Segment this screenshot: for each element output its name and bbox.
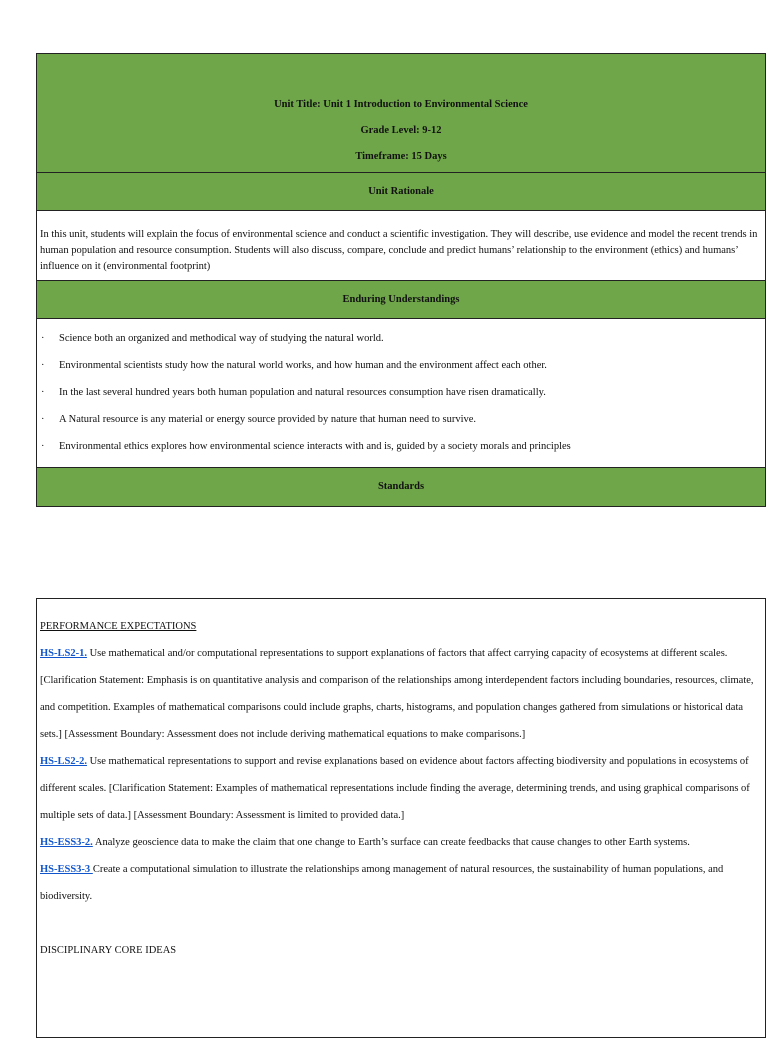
rationale-heading: Unit Rationale: [37, 173, 765, 211]
list-item-text: Environmental scientists study how the natural world works, and how human and the environment affect each other.: [59, 360, 547, 371]
standard-link[interactable]: HS-ESS3-2.: [40, 837, 93, 848]
enduring-list: [37, 319, 765, 468]
standard-text: Create a computational simulation to illustrate the relationships among management of natural resources, the sustainability of human populations, and biodiversity.: [40, 864, 724, 902]
list-item: [37, 387, 765, 414]
list-item-text: A Natural resource is any material or energy source provided by nature that human need to survive.: [59, 414, 477, 425]
unit-title: Unit Title: Unit 1 Introduction to Environmental Science: [274, 99, 528, 110]
standard-link[interactable]: HS-LS2-2.: [40, 756, 87, 767]
list-item-text: In the last several hundred years both human population and natural resources consumption have risen dramatically.: [59, 387, 546, 398]
enduring-heading: Enduring Understandings: [37, 281, 765, 319]
unit-plan-table: [36, 53, 766, 507]
list-item: [37, 333, 765, 360]
list-item-text: Environmental ethics explores how environmental science interacts with and is, guided by a society morals and principles: [59, 441, 571, 452]
standard-entry: [40, 829, 762, 856]
standards-heading: Standards: [37, 468, 765, 506]
bullet: ·: [41, 387, 45, 398]
standard-entry: [40, 640, 762, 748]
bullet: ·: [41, 333, 45, 344]
bullet: ·: [41, 360, 45, 371]
bullet: ·: [41, 441, 45, 452]
standard-text: Use mathematical and/or computational representations to support explanations of factors that affect carrying capacity of ecosystems at different scales. [Clarification Statement: Emphasis is on quantitative analysis and comparison of the relationships among interdependent factors including boundaries, resources, climate, and competition. Examples of mathematical comparisons could include graphs, charts, histograms, and population changes gathered from simulations or historical data sets.] [Assessment Boundary: Assessment does not include deriving mathematical equations to make comparisons.]: [40, 648, 754, 740]
rationale-text: In this unit, students will explain the focus of environmental science and conduct a scientific investigation. They will describe, use evidence and model the recent trends in human population and resource consumption. Students will also discuss, compare, conclude and predict humans’ relationship to the environment (ethics) and humans’ influence on it (environmental footprint): [37, 211, 765, 281]
list-item-text: Science both an organized and methodical way of studying the natural world.: [59, 333, 384, 344]
timeframe: Timeframe: 15 Days: [355, 151, 447, 162]
performance-heading: PERFORMANCE EXPECTATIONS: [40, 621, 197, 632]
list-item: [37, 441, 765, 468]
standard-text: Use mathematical representations to support and revise explanations based on evidence about factors affecting biodiversity and populations in ecosystems of different scales. [Clarification Statement: Examples of mathematical representations include finding the average, determining trends, and using graphical comparisons of multiple sets of data.] [Assessment Boundary: Assessment is limited to provided data.]: [40, 756, 750, 821]
spacer: [40, 910, 762, 937]
next-section-heading: DISCIPLINARY CORE IDEAS: [40, 945, 177, 956]
list-item: [37, 414, 765, 441]
grade-level: Grade Level: 9-12: [360, 125, 442, 136]
list-item: [37, 360, 765, 387]
standard-text: Analyze geoscience data to make the claim that one change to Earth’s surface can create feedbacks that cause changes to other Earth systems.: [92, 837, 690, 848]
standard-entry: [40, 748, 762, 829]
performance-expectations-box: [36, 598, 766, 1038]
standard-entry: [40, 856, 762, 910]
standard-link[interactable]: HS-ESS3-3: [40, 864, 93, 875]
bullet: ·: [41, 414, 45, 425]
unit-header-cell: [37, 54, 765, 173]
standard-link[interactable]: HS-LS2-1.: [40, 648, 87, 659]
